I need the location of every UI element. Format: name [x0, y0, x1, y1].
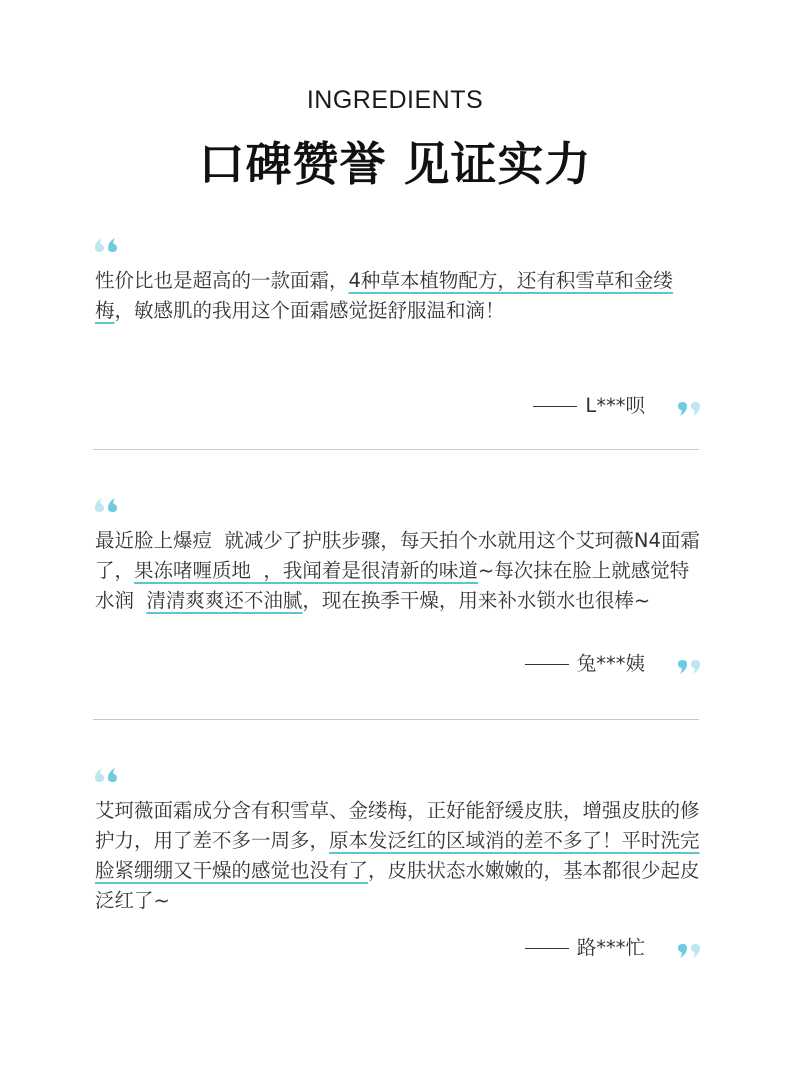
- review-text: [95, 266, 700, 326]
- text-segment: ~每次抹在脸上就感觉特水润: [95, 559, 690, 612]
- review-author: [533, 390, 645, 418]
- review-text: [95, 526, 700, 616]
- section-title-en: INGREDIENTS: [306, 86, 484, 114]
- highlighted-phrase: 清清爽爽还不油腻: [146, 589, 303, 612]
- text-segment: ，现在换季干燥，用来补水锁水也很棒~: [302, 589, 651, 612]
- highlighted-phrase: 原本发泛红的区域消的差不多了！平时洗完脸紧绷绷又干燥的感觉也没有了: [95, 829, 700, 882]
- highlighted-phrase: 4种草本植物配方，还有积雪草和金缕梅: [95, 269, 673, 322]
- open-quote-icon: [93, 764, 121, 784]
- open-quote-icon: [93, 234, 121, 254]
- text-segment: ，皮肤状态水嫩嫩的，基本都很少起皮泛红了~: [95, 859, 700, 912]
- close-quote-icon: [676, 400, 704, 420]
- open-quote-icon: [93, 494, 121, 514]
- text-segment: 艾珂薇面霜成分含有积雪草、金缕梅，正好能舒缓皮肤，增强皮肤的修护力，用了差不多一周多，: [95, 799, 700, 852]
- close-quote-icon: [676, 942, 704, 962]
- review-author: [525, 932, 645, 960]
- author-name: 路***忙: [576, 936, 645, 959]
- dash-line: [525, 664, 569, 665]
- highlighted-phrase: 果冻啫喱质地 ，我闻着是很清新的味道: [134, 559, 478, 582]
- dash-line: [525, 948, 569, 949]
- author-name: L***呗: [585, 394, 645, 417]
- divider: [93, 719, 699, 720]
- dash-line: [533, 406, 577, 407]
- review-text: [95, 796, 700, 916]
- text-segment: 性价比也是超高的一款面霜，: [95, 269, 349, 292]
- divider: [93, 449, 699, 450]
- review-author: [525, 648, 645, 676]
- text-segment: 最近脸上爆痘 就减少了护肤步骤，每天拍个水就用这个艾珂薇N4面霜了，: [95, 529, 700, 582]
- section-title-cn: 口碑赞誉 见证实力: [198, 137, 592, 191]
- close-quote-icon: [676, 658, 704, 678]
- author-name: 兔***姨: [576, 652, 645, 675]
- text-segment: ，敏感肌的我用这个面霜感觉挺舒服温和滴！: [114, 299, 505, 322]
